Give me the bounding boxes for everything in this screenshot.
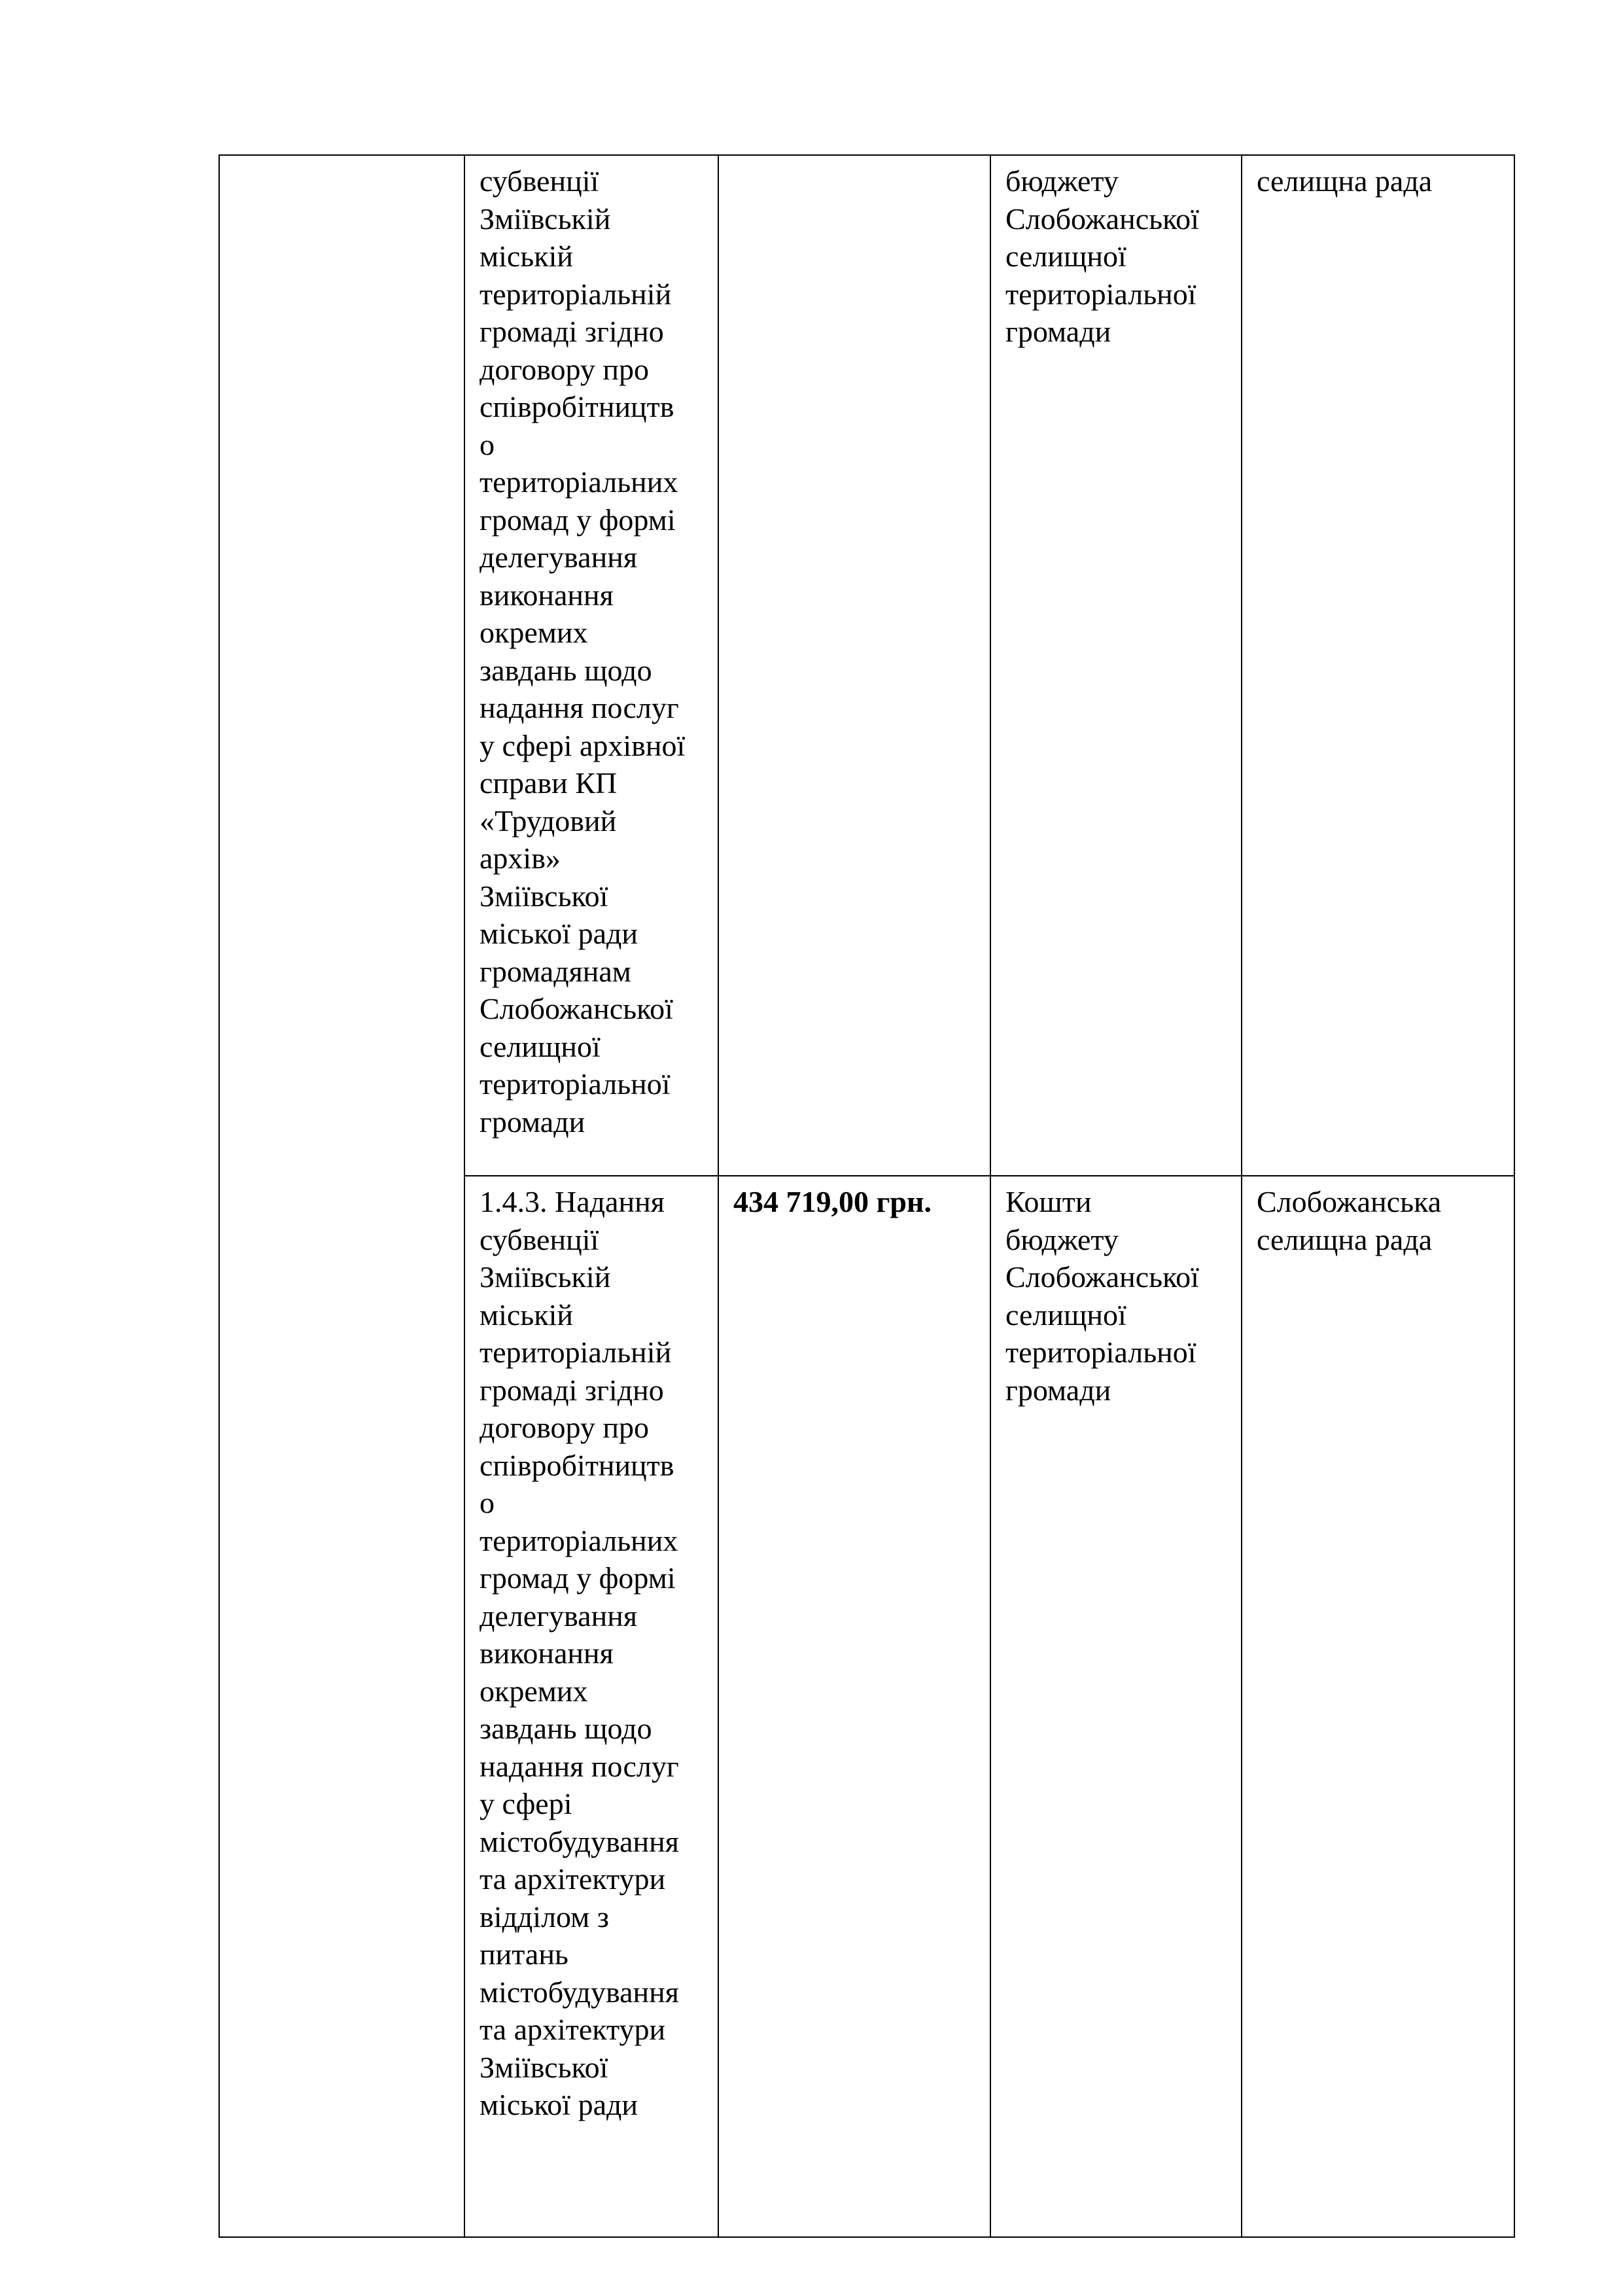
source-cell — [990, 155, 1242, 1176]
program-table — [218, 154, 1515, 2238]
amount-cell — [718, 1176, 990, 2237]
source-text: Кошти бюджету Слобожанської селищної територіальної громади — [1005, 1185, 1199, 1407]
table-row — [219, 155, 1514, 1176]
executor-text: селищна рада — [1257, 164, 1433, 198]
source-cell — [990, 1176, 1242, 2237]
measure-text: субвенції Зміївській міській територіальній громаді згідно договору про співробітництв о територіальних громад у формі делегування виконання окремих завдань щодо надання послуг у сфері архівної справи КП «Трудовий архів» Зміївської міської ради громадянам Слобожанської селищної територіальної громади — [480, 164, 686, 1139]
amount-text: 434 719,00 грн. — [733, 1185, 932, 1218]
executor-cell — [1242, 1176, 1514, 2237]
measure-text: 1.4.3. Надання субвенції Зміївській міській територіальній громаді згідно договору про співробітництв о територіальних громад у формі делегування виконання окремих завдань щодо надання послуг у сфері містобудування та архітектури відділом з питань містобудування та архітектури Зміївської міської ради — [480, 1185, 679, 2121]
source-text: бюджету Слобожанської селищної територіальної громади — [1005, 164, 1199, 348]
task-cell — [219, 155, 464, 2237]
amount-cell — [718, 155, 990, 1176]
executor-text: Слобожанська селищна рада — [1257, 1185, 1442, 1256]
measure-cell — [464, 155, 718, 1176]
measure-cell — [464, 1176, 718, 2237]
executor-cell — [1242, 155, 1514, 1176]
